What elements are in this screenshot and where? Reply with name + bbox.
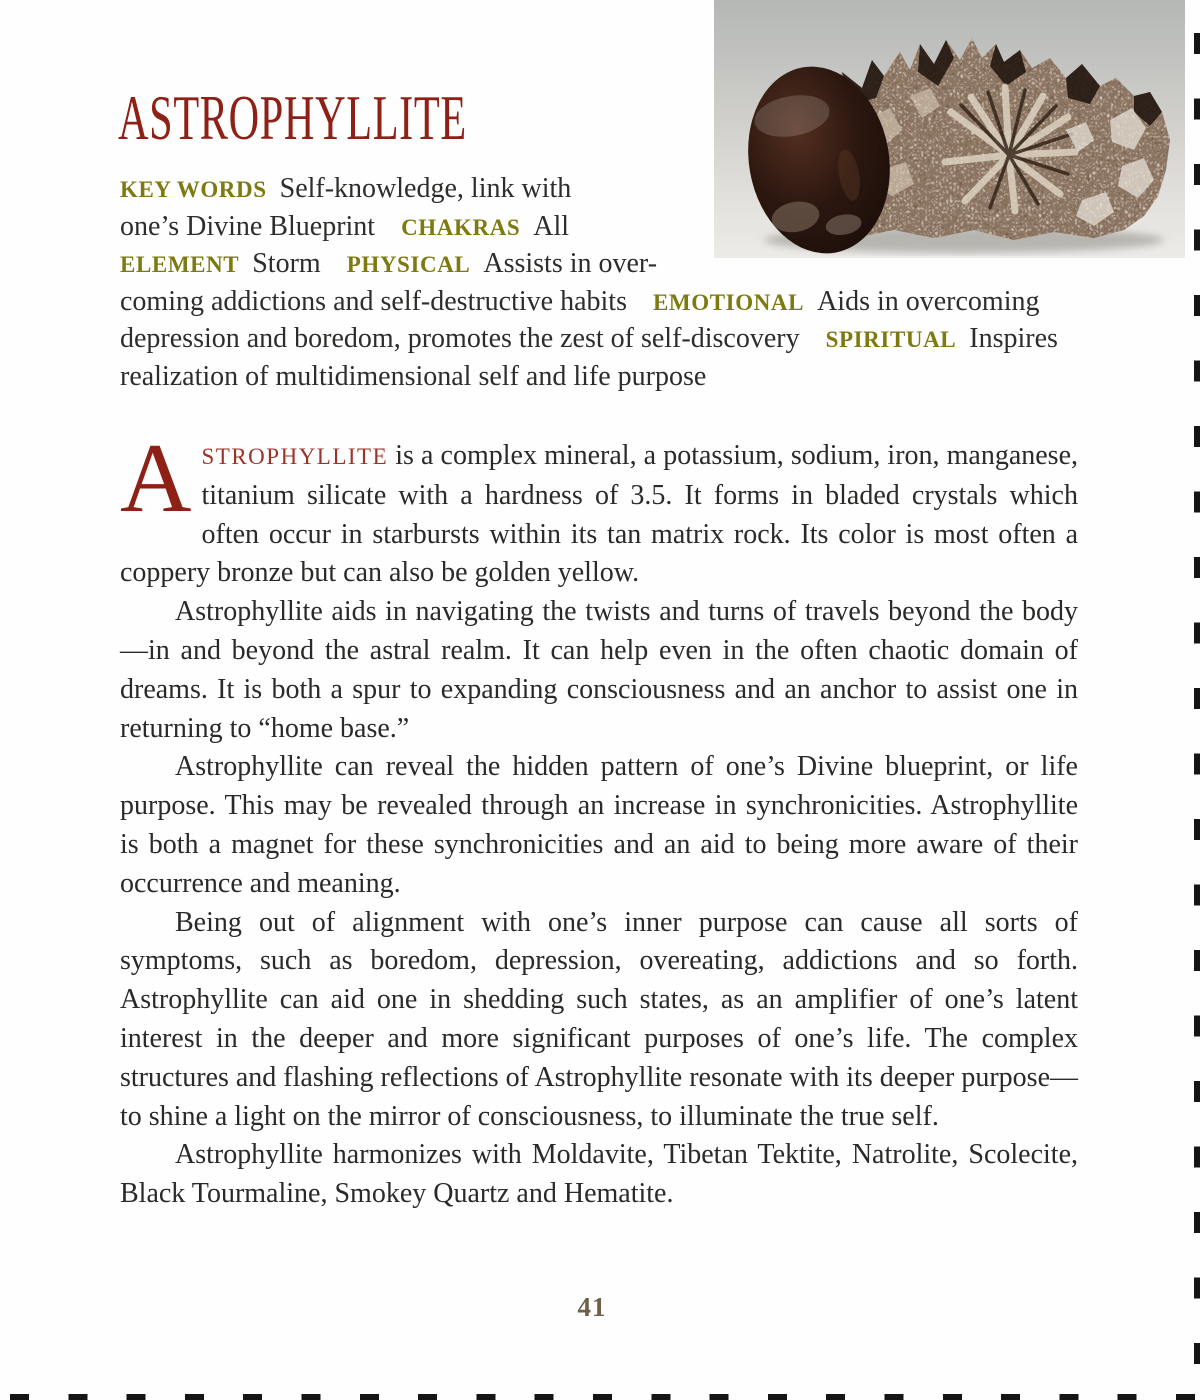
page-title: ASTROPHYLLITE: [118, 82, 467, 153]
spiritual-label: SPIRITUAL: [825, 327, 957, 352]
paragraph-1: [120, 424, 1078, 593]
page-number: 41: [577, 1292, 607, 1322]
keywords-text: realization of multidimensional self and life purpose: [120, 360, 707, 392]
keywords-text: Inspires: [969, 323, 1058, 354]
keywords-line: [120, 320, 1058, 358]
lead-smallcaps: STROPHYLLITE: [201, 444, 389, 469]
key-words-label: KEY WORDS: [120, 177, 267, 202]
keywords-text: one’s Divine Blueprint: [120, 210, 376, 242]
paragraph-3: Astrophyllite can reveal the hidden pattern of one’s Divine blueprint, or life purpose. This may be revealed through an increase in synchronicities. Astrophyllite is both a magnet for these synchronicities and an aid to being more aware of their occurrence and meaning.: [120, 751, 1078, 899]
paragraph-5: Astrophyllite harmonizes with Moldavite, Tibetan Tektite, Natrolite, Scolecite, Black Tourmaline, Smokey Quartz and Hematite.: [120, 1139, 1078, 1210]
emotional-label: EMOTIONAL: [652, 289, 805, 315]
dropcap: A: [120, 424, 192, 533]
keywords-text: Storm: [252, 248, 321, 279]
chakras-label: CHAKRAS: [401, 214, 521, 240]
keywords-text: Aids in overcoming: [817, 285, 1040, 317]
keywords-text: All: [533, 210, 570, 242]
keywords-line: [120, 170, 1058, 208]
element-label: ELEMENT: [120, 252, 240, 277]
keywords-block: [120, 170, 1058, 395]
page-edge-marks-right: [1194, 33, 1200, 1386]
keywords-text: depression and boredom, promotes the zest of self-discovery: [120, 323, 800, 354]
keywords-line: [120, 245, 1058, 283]
keywords-text: Self-knowledge, link with: [279, 173, 572, 204]
physical-label: PHYSICAL: [346, 252, 471, 277]
keywords-line: [120, 208, 1058, 246]
article-body: [120, 424, 1078, 1214]
keywords-line: [120, 283, 1058, 321]
paragraph-text: is a complex mineral, a potassium, sodium, iron, manganese, titanium silicate with a hardness of 3.5. It forms in bladed crystals which often occur in starbursts within its tan matrix rock. Its color is most often a coppery bronze but can also be golden yellow.: [120, 440, 1078, 589]
paragraph-2: Astrophyllite aids in navigating the twists and turns of travels beyond the body—in and beyond the astral realm. It can help even in the often chaotic domain of dreams. It is both a spur to expanding consciousness and an anchor to assist one in returning to “home base.”: [120, 596, 1078, 744]
page-edge-marks-bottom: [10, 1394, 1200, 1400]
keywords-text: Assists in over-: [483, 248, 658, 279]
keywords-text: coming addictions and self-destructive habits: [120, 285, 627, 317]
paragraph-4: Being out of alignment with one’s inner purpose can cause all sorts of symptoms, such as boredom, depression, overeating, addictions and so forth. Astrophyllite can aid one in shedding such states, as an amplifier of one’s latent interest in the deeper and more significant purposes of one’s life. The complex structures and flashing reflections of Astrophyllite resonate with its deeper purpose—to shine a light on the mirror of consciousness, to illuminate the true self.: [120, 906, 1078, 1132]
keywords-line: [120, 358, 1058, 396]
